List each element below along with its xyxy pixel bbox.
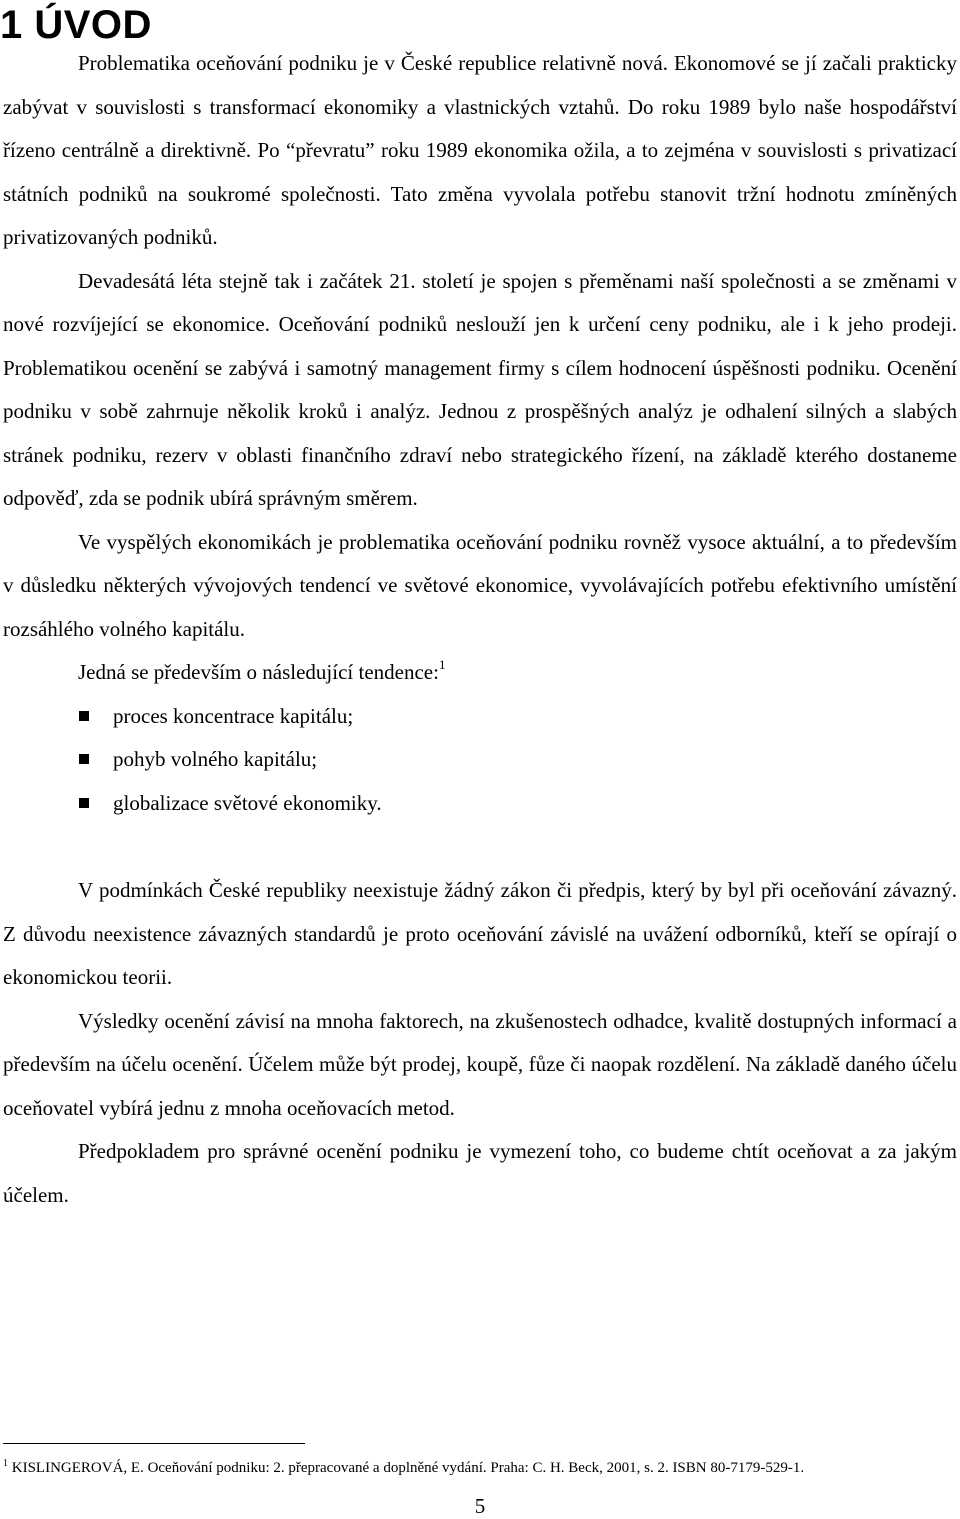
paragraph: V podmínkách České republiky neexistuje žádný zákon či předpis, který by byl při oceňování závazný. Z důvodu neexistence závazných standardů je proto oceňování závislé na uvážení odborníků, kteří se opírají o ekonomickou teorii.	[3, 878, 957, 989]
list-item-text: proces koncentrace kapitálu;	[113, 703, 354, 728]
paragraph: Devadesátá léta stejně tak i začátek 21. století je spojen s přeměnami naší společnosti a se změnami v nové rozvíjející se ekonomice. Oceňování podniků neslouží jen k určení ceny podniku, ale i k jeho prodeji. Problematikou ocenění se zabývá i samotný management firmy s cílem hodnocení úspěšnosti podniku. Ocenění podniku v sobě zahrnuje několik kroků i analýz. Jednou z prospěšných analýz je odhalení silných a slabých stránek podniku, rezerv v oblasti finančního zdraví nebo strategického řízení, na základě kterého dostaneme odpověď, zda se podnik ubírá správným směrem.	[3, 268, 957, 510]
square-bullet-icon	[79, 754, 89, 764]
footnote-marker: 1	[3, 1458, 8, 1469]
chapter-heading: 1 ÚVOD	[0, 3, 152, 47]
list-item-text: pohyb volného kapitálu;	[113, 747, 318, 771]
list-item	[3, 695, 957, 739]
list-item	[3, 782, 957, 826]
footnote-reference[interactable]: 1	[438, 657, 446, 672]
list-intro-text: Jedná se především o následující tendence:	[78, 660, 439, 684]
paragraph: Problematika oceňování podniku je v České republice relativně nová. Ekonomové se jí začali prakticky zabývat v souvislosti s transformací ekonomiky a vlastnických vztahů. Do roku 1989 bylo naše hospodářství řízeno centrálně a direktivně. Po “převratu” roku 1989 ekonomika ožila, a to zejména v souvislosti s privatizací státních podniků na soukromé společnosti. Tato změna vyvolala potřebu stanovit tržní hodnotu zmíněných privatizovaných podniků.	[3, 51, 957, 249]
paragraph: Předpokladem pro správné ocenění podniku je vymezení toho, co budeme chtít oceňovat a za jakým účelem.	[3, 1139, 957, 1207]
footnote	[3, 1458, 953, 1478]
body-text	[3, 42, 957, 1217]
footnote-separator	[3, 1443, 305, 1444]
footnote-text: KISLINGEROVÁ, E. Oceňování podniku: 2. přepracované a doplněné vydání. Praha: C. H. Beck, 2001, s. 2. ISBN 80-7179-529-1.	[11, 1460, 805, 1476]
square-bullet-icon	[79, 798, 89, 808]
paragraph: Výsledky ocenění závisí na mnoha faktorech, na zkušenostech odhadce, kvalitě dostupných informací a především na účelu ocenění. Účelem může být prodej, koupě, fůze či naopak rozdělení. Na základě daného účelu oceňovatel vybírá jednu z mnoha oceňovacích metod.	[3, 1008, 957, 1120]
list-intro	[3, 651, 957, 695]
page-number: 5	[474, 1494, 486, 1518]
paragraph: Ve vyspělých ekonomikách je problematika oceňování podniku rovněž vysoce aktuální, a to především v důsledku některých vývojových tendencí ve světové ekonomice, vyvolávajících potřebu efektivního umístění rozsáhlého volného kapitálu.	[3, 529, 957, 641]
square-bullet-icon	[79, 711, 89, 721]
list-item	[3, 738, 957, 782]
tendency-list	[3, 695, 957, 826]
list-item-text: globalizace světové ekonomiky.	[113, 790, 382, 815]
spacer	[3, 825, 957, 869]
